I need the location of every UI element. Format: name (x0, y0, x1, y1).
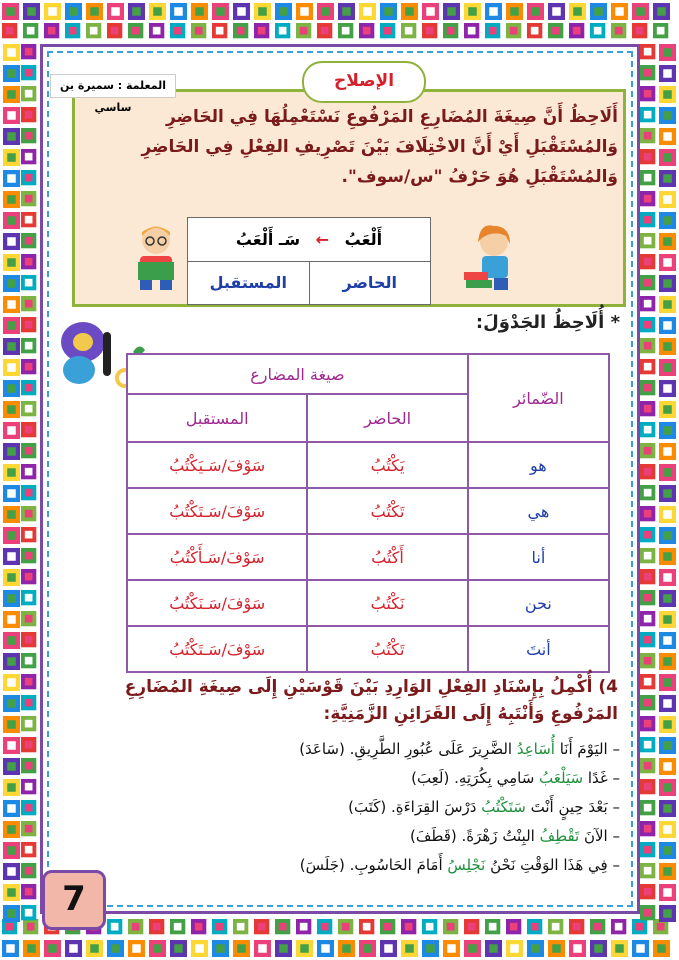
present-form: تَكْتُبُ (370, 501, 405, 521)
rule-paragraph: أَلَاحِظُ أَنَّ صِيغَةَ المُضَارِعِ المَرْفُوعِ نَسْتَعْمِلُهَا فِي الحَاضِرِ وَالمُسْتَقْبَلِ أَيْ أَنَّ الاخْتِلَافَ بَيْنَ تَصْرِيفِ الفِعْلِ فِي الحَاضِرِ وَالمُسْتَقْبَلِ هُوَ حَرْفُ "س/سوف". (141, 107, 618, 187)
girl-reading-illustration (460, 222, 520, 294)
present-cell (307, 534, 467, 580)
sentence-line (150, 735, 620, 764)
future-cell (127, 442, 307, 488)
observe-table-title: * أُلَاحِظُ الجَدْوَلَ: (475, 312, 620, 333)
arrow-icon: ← (315, 229, 330, 249)
present-form: يَكْتُبُ (370, 455, 405, 475)
future-form: سَوْفَ/سَـتَكْتُبُ (169, 639, 266, 659)
future-form: سَوْفَ/سَـيَكْتُبُ (169, 455, 266, 475)
future-header: المستقبل (127, 394, 307, 442)
sentence-line (150, 822, 620, 851)
present-header: الحاضر (307, 394, 467, 442)
pronoun-cell: هو (468, 442, 609, 488)
sentence-line (150, 793, 620, 822)
correction-title: الإصلاح (302, 61, 426, 103)
sentence-text: دَرْسَ القِرَاءَةِ. (كَتَبَ) (348, 798, 482, 816)
pronouns-header: الضّمائر (468, 354, 609, 442)
present-cell (307, 580, 467, 626)
present-example: أَلْعَبُ (344, 229, 383, 249)
sentence-text: – غَدًا (583, 769, 620, 787)
present-form: نَكْتُبُ (370, 593, 405, 613)
pronoun-cell: نحن (468, 580, 609, 626)
table-row (127, 626, 609, 672)
future-cell (127, 626, 307, 672)
future-label: المستقبل (188, 261, 310, 305)
table-row (127, 442, 609, 488)
present-label: الحاضر (309, 261, 431, 305)
table-row (127, 488, 609, 534)
sentence-line (150, 851, 620, 880)
question-4-instruction: 4) أُكْمِلُ بِإِسْنَادِ الفِعْلِ الوَارِدِ بَيْنَ قَوْسَيْنِ إِلَى صِيغَةِ المُضَارِعِ المَرْفُوعِ وَأَنْتَبِهُ إِلَى القَرَائِنِ الزَّمَنِيَّةِ: (124, 677, 618, 724)
future-form: سَوْفَ/سَـنَكْتُبُ (169, 593, 266, 613)
sentence-text: – فِي هَذَا الوَقْتِ نَحْنُ (485, 856, 620, 874)
future-cell (127, 534, 307, 580)
conjugation-table (126, 353, 610, 673)
future-cell (127, 488, 307, 534)
present-cell (307, 488, 467, 534)
exercise-sentences (150, 735, 620, 880)
table-row (127, 534, 609, 580)
example-row (188, 218, 431, 262)
present-cell (307, 442, 467, 488)
answer-verb: نَجْلِسُ (447, 856, 486, 874)
future-form: سَوْفَ/سَـتَكْتُبُ (169, 501, 266, 521)
answer-verb: سَتَكْتُبُ (481, 798, 526, 816)
pronoun-cell: هي (468, 488, 609, 534)
boy-reading-illustration (130, 222, 182, 294)
table-row (127, 580, 609, 626)
present-cell (307, 626, 467, 672)
pronoun-cell: أنا (468, 534, 609, 580)
form-header: صيغة المضارع (127, 354, 468, 394)
page-number: 7 (42, 870, 106, 930)
sentence-text: – بَعْدَ حِينٍ أَنْتَ (525, 798, 620, 816)
answer-verb: أُسَاعِدُ (516, 740, 555, 758)
future-example: سَـ أَلْعَبُ (235, 229, 301, 249)
example-table (187, 217, 431, 305)
sentence-text: أَمَامَ الحَاسُوبِ. (جَلَسَ) (299, 856, 448, 874)
sentence-text: الضَّرِيرَ عَلَى عُبُورِ الطَّرِيقِ. (سَاعَدَ) (299, 740, 517, 758)
sentence-text: – اليَوْمَ أَنَا (554, 740, 620, 758)
future-cell (127, 580, 307, 626)
sentence-text: سَامِي بِكُرَتِهِ. (لَعِبَ) (411, 769, 540, 787)
teacher-label: المعلمة : سميرة بن ساسي (50, 74, 176, 98)
present-form: أَكْتُبُ (371, 547, 404, 567)
pronoun-cell: أنتَ (468, 626, 609, 672)
future-form: سَوْفَ/سَـأَكْتُبُ (169, 547, 265, 567)
sentence-text: – الآنَ (579, 827, 620, 845)
answer-verb: تَقْطِفُ (539, 827, 580, 845)
sentence-text: البِنْتُ زَهْرَةً. (قَطَفَ) (410, 827, 540, 845)
answer-verb: سَيَلْعَبُ (539, 769, 584, 787)
sentence-line (150, 764, 620, 793)
present-form: تَكْتُبُ (370, 639, 405, 659)
